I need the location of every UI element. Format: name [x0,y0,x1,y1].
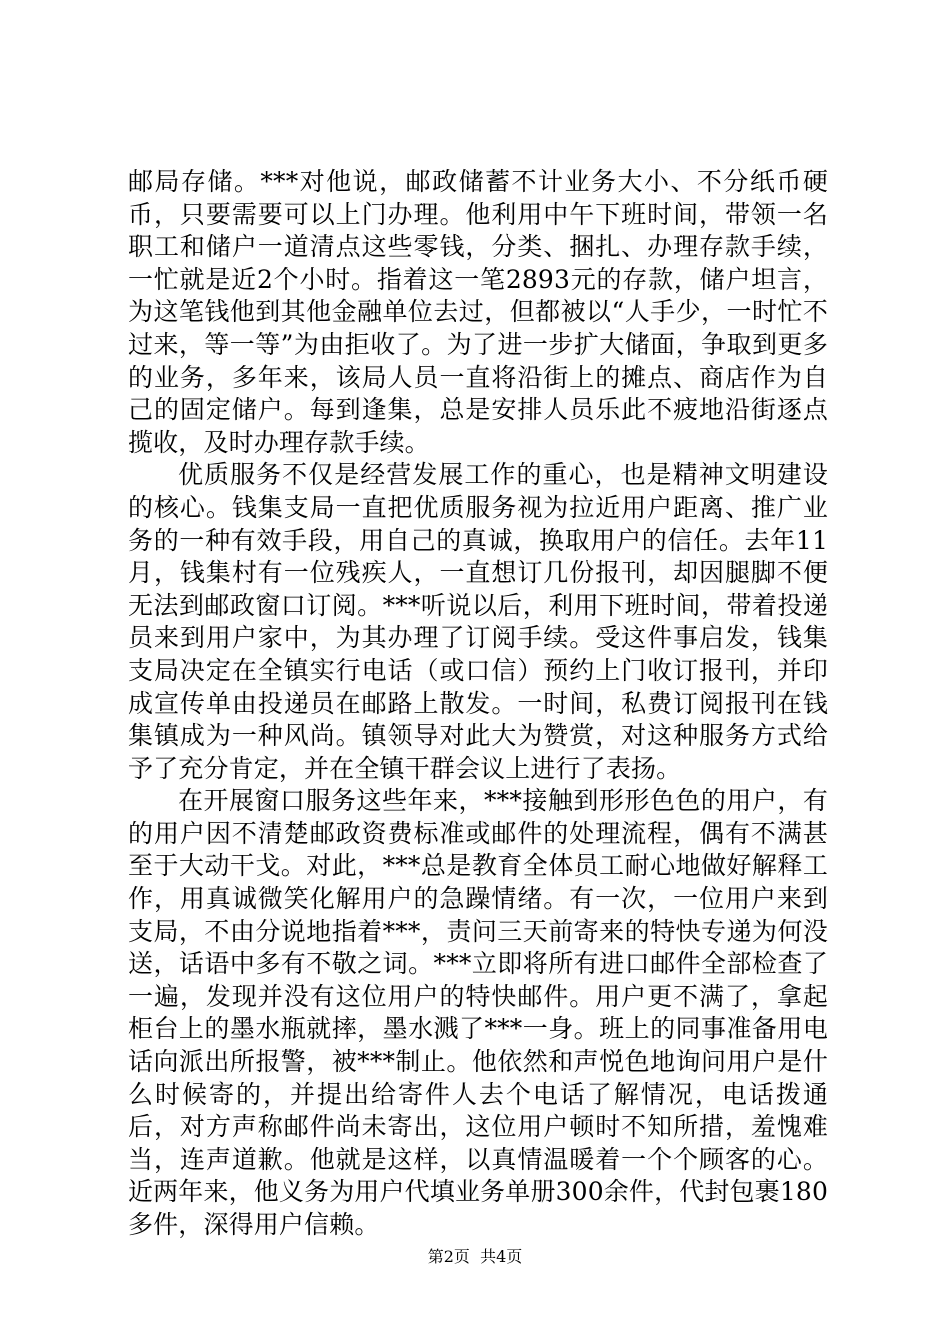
page-number: 第2页 共4页 [427,1247,523,1266]
document-body [128,166,828,1242]
paragraph-2: 优质服务不仅是经营发展工作的重心，也是精神文明建设的核心。钱集支局一直把优质服务视为拉近用户距离、推广业务的一种有效手段，用自己的真诚，换取用户的信任。去年11月，钱集村有一位残疾人，一直想订几份报刊，却因腿脚不便无法到邮政窗口订阅。***听说以后，利用下班时间，带着投递员来到用户家中，为其办理了订阅手续。受这件事启发，钱集支局决定在全镇实行电话（或口信）预约上门收订报刊，并印成宣传单由投递员在邮路上散发。一时间，私费订阅报刊在钱集镇成为一种风尚。镇领导对此大为赞赏，对这种服务方式给予了充分肯定，并在全镇干群会议上进行了表扬。 [128,460,828,783]
paragraph-3: 在开展窗口服务这些年来，***接触到形形色色的用户，有的用户因不清楚邮政资费标准或邮件的处理流程，偶有不满甚至于大动干戈。对此，***总是教育全体员工耐心地做好解释工作，用真诚微笑化解用户的急躁情绪。有一次，一位用户来到支局，不由分说地指着***，责问三天前寄来的特快专递为何没送，话语中多有不敬之词。***立即将所有进口邮件全部检查了一遍，发现并没有这位用户的特快邮件。用户更不满了，拿起柜台上的墨水瓶就摔，墨水溅了***一身。班上的同事准备用电话向派出所报警，被***制止。他依然和声悦色地询问用户是什么时候寄的，并提出给寄件人去个电话了解情况，电话拨通后，对方声称邮件尚未寄出，这位用户顿时不知所措，羞愧难当，连声道歉。他就是这样，以真情温暖着一个个顾客的心。近两年来，他义务为用户代填业务单册300余件，代封包裹180多件，深得用户信赖。 [128,786,828,1239]
paragraph-1: 邮局存储。***对他说，邮政储蓄不计业务大小、不分纸币硬币，只要需要可以上门办理。他利用中午下班时间，带领一名职工和储户一道清点这些零钱，分类、捆扎、办理存款手续，一忙就是近2个小时。指着这一笔2893元的存款，储户坦言，为这笔钱他到其他金融单位去过，但都被以“人手少，一时忙不过来，等一等”为由拒收了。为了进一步扩大储面，争取到更多的业务，多年来，该局人员一直将沿街上的摊点、商店作为自己的固定储户。每到逢集，总是安排人员乐此不疲地沿街逐点揽收，及时办理存款手续。 [128,167,828,457]
page-footer [0,1247,950,1267]
